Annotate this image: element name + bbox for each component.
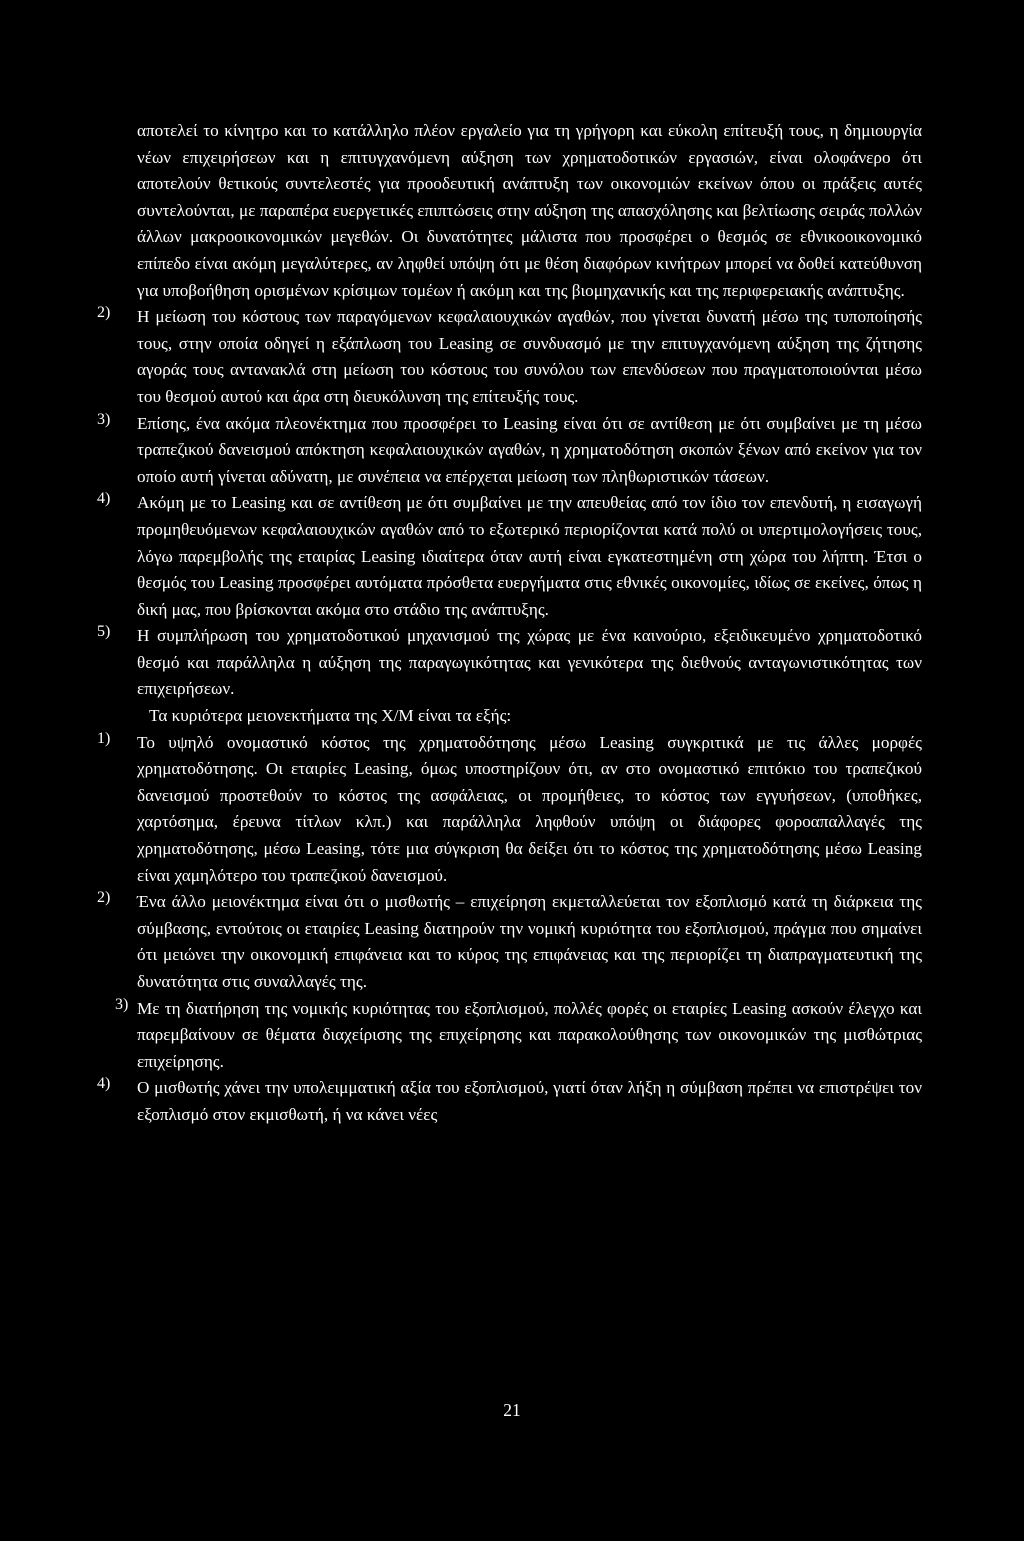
document-page bbox=[97, 118, 922, 1129]
list-item-number: 4) bbox=[97, 490, 111, 508]
disadvantages-list bbox=[97, 729, 922, 1129]
opening-paragraph: αποτελεί το κίνητρο και το κατάλληλο πλέον εργαλείο για τη γρήγορη και εύκολη επίτευξή τους, η δημιουργία νέων επιχειρήσεων και η επιτυγχανόμενη αύξηση των χρηματοδοτικών εργασιών, είναι ολοφάνερο ότι αποτελούν θετικούς συντελεστές για προοδευτική ανάπτυξη των οικονομιών εκείνων όπου οι πράξεις αυτές συντελούνται, με παραπέρα ευεργετικές επιπτώσεις στην αύξηση της απασχόλησης και βελτίωσης σειράς πολλών άλλων μακροοικονομικών μεγεθών. Οι δυνατότητες μάλιστα που προσφέρει ο θεσμός σε εθνικοοικονομικό επίπεδο είναι ακόμη μεγαλύτερες, αν ληφθεί υπόψη ότι με θέση διαφόρων κινήτρων μπορεί να δοθεί κατεύθυνση για υποβοήθηση ορισμένων κρίσιμων τομέων ή ακόμη και της βιομηχανικής και της περιφερειακής ανάπτυξης. bbox=[137, 121, 922, 300]
list-item bbox=[115, 995, 922, 1076]
list-item-number: 3) bbox=[97, 410, 111, 428]
list-item-text: Ο μισθωτής χάνει την υπολειμματική αξία του εξοπλισμού, γιατί όταν λήξη η σύμβαση πρέπει να επιστρέψει τον εξοπλισμό στον εκμισθωτή, ή να κάνει νέες bbox=[137, 1078, 922, 1124]
advantages-list bbox=[97, 304, 922, 703]
list-item bbox=[97, 1075, 922, 1128]
list-item-number: 3) bbox=[115, 995, 129, 1013]
list-item-text: Η μείωση του κόστους των παραγόμενων κεφαλαιουχικών αγαθών, που γίνεται δυνατή μέσω της τυποποίησής τους, στην οποία οδηγεί η εξάπλωση του Leasing σε συνδυασμό με την επιτυγχανόμενη αύξηση της ζήτησης αγοράς τους αντανακλά στη μείωση του κόστους του συνόλου των επενδύσεων που πραγματοποιούνται μέσω του θεσμού αυτού και άρα στη διευκόλυνση της επίτευξής τους. bbox=[137, 307, 922, 406]
list-item-text: Η συμπλήρωση του χρηματοδοτικού μηχανισμού της χώρας με ένα καινούριο, εξειδικευμένο χρηματοδοτικό θεσμό και παράλληλα η αύξηση της παραγωγικότητας και γενικότερα της διεθνούς ανταγωνιστικότητας των επιχειρήσεων. bbox=[137, 626, 922, 699]
page-number: 21 bbox=[503, 1400, 521, 1420]
list-item-text: Το υψηλό ονομαστικό κόστος της χρηματοδότησης μέσω Leasing συγκριτικά με τις άλλες μορφές χρηματοδότησης. Οι εταιρίες Leasing, όμως υποστηρίζουν ότι, αν στο ονομαστικό επιτόκιο του τραπεζικού δανεισμού προστεθούν το κόστος της ασφάλειας, οι προμήθειες, το κόστος των εγγυήσεων, (υποθήκες, χαρτόσημα, έρευνα τίτλων κλπ.) και παράλληλα ληφθούν υπόψη οι διάφορες φοροαπαλλαγές της χρηματοδότησης, μέσω Leasing, τότε μια σύγκριση θα δείξει ότι το κόστος της χρηματοδότησης μέσω Leasing είναι χαμηλότερο του τραπεζικού δανεισμού. bbox=[137, 732, 922, 885]
list-item bbox=[97, 623, 922, 703]
list-item bbox=[97, 410, 922, 491]
disadvantages-intro: Τα κυριότερα μειονεκτήματα της Χ/Μ είναι τα εξής: bbox=[149, 706, 512, 726]
list-item-text: Ακόμη με το Leasing και σε αντίθεση με ότι συμβαίνει με την απευθείας από τον ίδιο τον επενδυτή, η εισαγωγή προμηθευόμενων κεφαλαιουχικών αγαθών από το εξωτερικό περιορίζονται κατά πολύ οι υπερτιμολογήσεις τους, λόγω παρεμβολής της εταιρίας Leasing ιδιαίτερα όταν αυτή είναι εγκατεστημένη στη χώρα του λήπτη. Έτσι ο θεσμός του Leasing προσφέρει αυτόματα πρόσθετα ευεργήματα στις εθνικές οικονομίες, ιδίως σε εκείνες, όπως η δική μας, που βρίσκονται ακόμα στο στάδιο της ανάπτυξης. bbox=[137, 493, 922, 619]
list-item-text: Με τη διατήρηση της νομικής κυριότητας του εξοπλισμού, πολλές φορές οι εταιρίες Leasing ασκούν έλεγχο και παρεμβαίνουν σε θέματα διαχείρισης της επιχείρησης και παρακολούθησης των οικονομικών της μισθώτριας επιχείρησης. bbox=[137, 998, 922, 1071]
list-item-number: 4) bbox=[97, 1075, 111, 1093]
list-item-number: 5) bbox=[97, 623, 111, 641]
list-item-number: 2) bbox=[97, 304, 111, 322]
list-item-text: Επίσης, ένα ακόμα πλεονέκτημα που προσφέρει το Leasing είναι ότι σε αντίθεση με ότι συμβαίνει με τη μέσω τραπεζικού δανεισμού απόκτηση κεφαλαιουχικών αγαθών, η χρηματοδότηση σκοπών ξένων από εκείνον για τον οποίο αυτή γίνεται αδύνατη, με συνέπεια να επέρχεται μείωση των πληθωριστικών τάσεων. bbox=[137, 413, 922, 486]
list-item bbox=[97, 304, 922, 410]
list-item bbox=[97, 490, 922, 623]
list-item bbox=[97, 889, 922, 995]
list-item bbox=[97, 729, 922, 890]
list-item-number: 2) bbox=[97, 889, 111, 907]
list-item-text: Ένα άλλο μειονέκτημα είναι ότι ο μισθωτής – επιχείρηση εκμεταλλεύεται τον εξοπλισμό κατά τη διάρκεια της σύμβασης, εντούτοις οι εταιρίες Leasing διατηρούν την νομική κυριότητα του εξοπλισμού, πράγμα που σημαίνει ότι μειώνει την οικονομική επιφάνεια και το κύρος της επιφάνειας και της περιορίζει τη διαπραγματευτική της δυνατότητα στις συναλλαγές της. bbox=[137, 892, 922, 991]
list-item-number: 1) bbox=[97, 729, 111, 747]
